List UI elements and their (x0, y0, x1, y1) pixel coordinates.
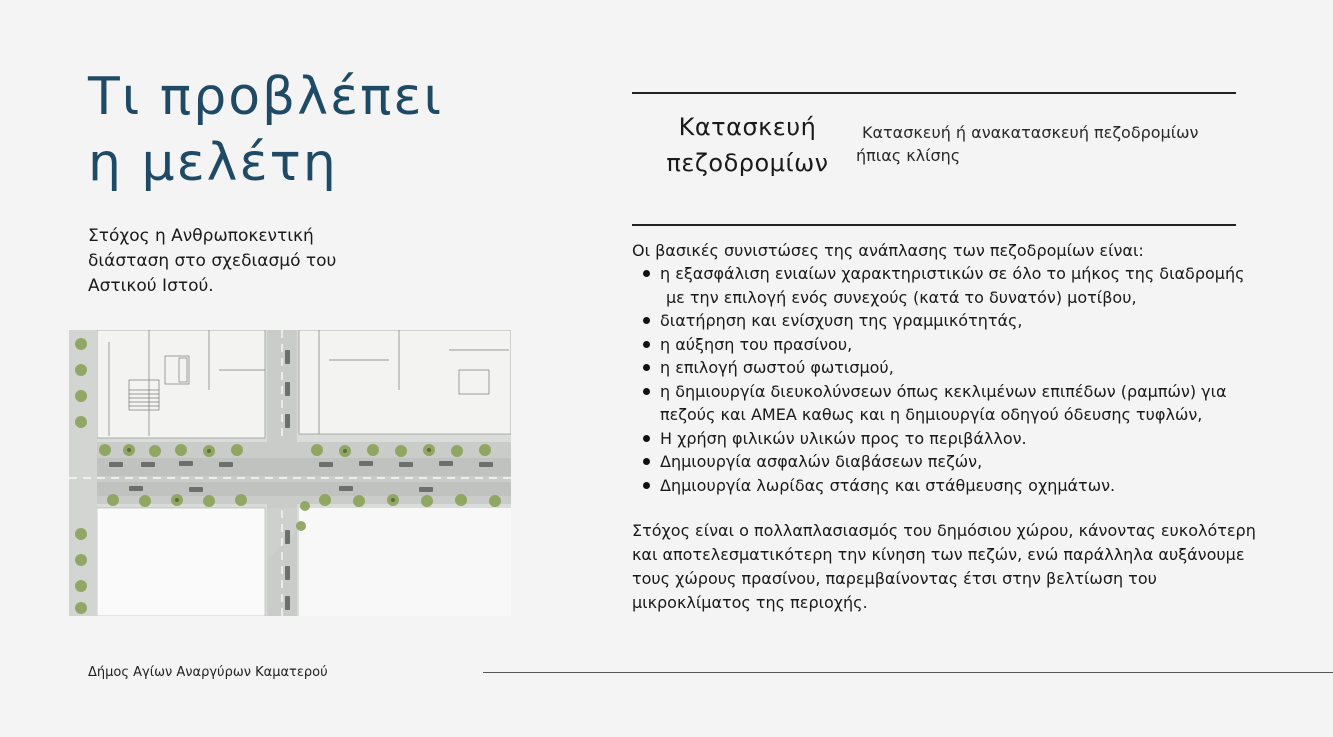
section-description (856, 121, 1226, 167)
list-item-text-continued: με την επιλογή ενός συνεχούς (κατά το δυνατόν) μοτίβου, (666, 287, 1137, 307)
subtitle (88, 224, 388, 299)
list-item-text: διατήρηση και ενίσχυση της γραμμικότητάς, (660, 311, 1023, 330)
section-description-line-1: Κατασκευή ή ανακατασκευή πεζοδρομίων (862, 123, 1199, 142)
list-item-text: Δημιουργία λωρίδας στάσης και στάθμευσης οχημάτων. (660, 475, 1116, 495)
closing-paragraph (632, 519, 1292, 615)
components-intro: Οι βασικές συνιστώσες της ανάπλασης των πεζοδρομίων είναι: (632, 241, 1144, 260)
page-title (88, 64, 508, 196)
list-item (660, 333, 1270, 357)
section-description-line-2: ήπιας κλίσης (856, 146, 961, 165)
list-item-text: Η χρήση φιλικών υλικών προς το περιβάλλον. (660, 428, 1027, 448)
footer-municipality: Δήμος Αγίων Αναργύρων Καματερού (88, 665, 328, 680)
sidewalk-plan-drawing (69, 330, 511, 616)
title-line-1: Τι προβλέπει (88, 67, 444, 127)
title-line-2: η μελέτη (88, 133, 338, 193)
list-item-text-continued: πεζούς και ΑΜΕΑ καθως και η δημιουργία οδηγού όδευσης τυφλών, (660, 405, 1203, 424)
list-item-text: η δημιουργία διευκολύνσεων όπως κεκλιμένων επιπέδων (ραμπών) για (660, 381, 1227, 401)
closing-line-3: τους χώρους πρασίνου, παρεμβαίνοντας έτσι στην βελτίωση του (632, 569, 1157, 588)
list-item (660, 450, 1270, 474)
closing-line-2: και αποτελεσματικότερη την κίνηση των πεζών, ενώ παράλληλα αυξάνουμε (632, 545, 1245, 564)
top-divider (632, 92, 1236, 94)
subtitle-line-3: Αστικού Ιστού. (88, 276, 214, 296)
section-heading-line-2: πεζοδρομίων (666, 149, 829, 177)
list-item (660, 380, 1270, 427)
list-item-text: η επιλογή σωστού φωτισμού, (660, 358, 894, 377)
subtitle-line-2: διάσταση στο σχεδιασμό του (88, 251, 337, 271)
section-heading-line-1: Κατασκευή (678, 113, 817, 141)
list-item-text: η αύξηση του πρασίνου, (660, 334, 853, 354)
subtitle-line-1: Στόχος η Ανθρωποκεντική (88, 226, 314, 246)
list-item (660, 309, 1270, 333)
list-item (660, 427, 1270, 451)
list-item-text: η εξασφάλιση ενιαίων χαρακτηριστικών σε όλο το μήκος της διαδρομής (660, 264, 1245, 283)
closing-line-1: Στόχος είναι ο πολλαπλασιασμός του δημόσιου χώρου, κάνοντας ευκολότερη (632, 521, 1256, 540)
closing-line-4: μικροκλίματος της περιοχής. (632, 593, 868, 612)
middle-divider (632, 224, 1236, 226)
components-list (660, 262, 1270, 497)
list-item-text: Δημιουργία ασφαλών διαβάσεων πεζών, (660, 452, 983, 471)
list-item (660, 474, 1270, 498)
list-item (660, 262, 1270, 309)
footer-divider (483, 672, 1333, 673)
list-item (660, 356, 1270, 380)
section-heading (645, 109, 850, 181)
